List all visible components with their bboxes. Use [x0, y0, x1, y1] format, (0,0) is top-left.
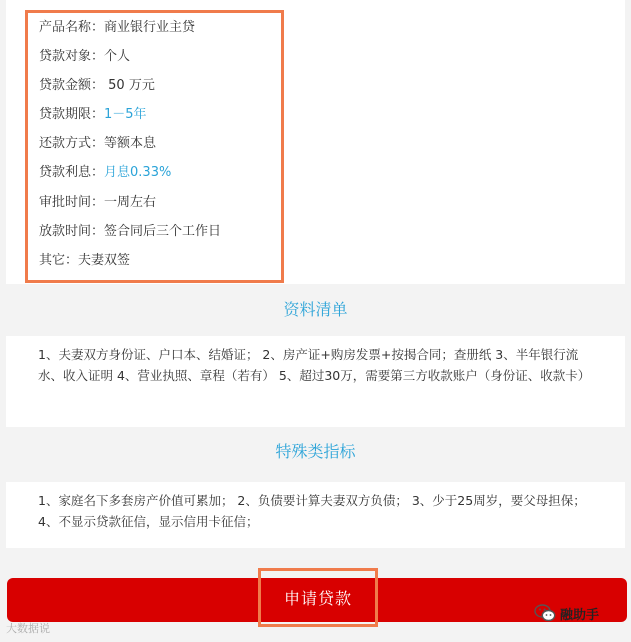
documents-title: 资料清单: [283, 300, 348, 319]
watermark-right: [534, 602, 599, 624]
info-label: 贷款期限：: [39, 107, 105, 122]
info-label: 放款时间：: [39, 224, 105, 239]
info-value: 个人: [104, 49, 131, 64]
info-row-amount: [39, 75, 155, 97]
info-label: 贷款利息：: [39, 165, 105, 180]
apply-button-label: 申请贷款: [283, 589, 352, 608]
wechat-icon: [534, 604, 556, 622]
info-row-target: [39, 46, 130, 68]
apply-loan-button[interactable]: [258, 568, 378, 627]
info-row-other: [39, 250, 130, 272]
documents-text: 1、夫妻双方身份证、户口本、结婚证； 2、房产证+购房发票+按揭合同；查册纸 3、半年银行流水、收入证明 4、营业执照、章程（若有） 5、超过30万，需要第三方收款账户（身份证、收款卡）: [38, 347, 591, 383]
info-value: 签合同后三个工作日: [104, 224, 222, 239]
info-value: 一周左右: [104, 195, 157, 210]
info-row-disbursement-time: [39, 221, 221, 243]
documents-panel: [6, 336, 625, 427]
info-row-approval-time: [39, 192, 156, 214]
info-value: 月息0.33%: [104, 165, 172, 180]
info-row-name: [39, 17, 195, 39]
info-label: 贷款金额：: [39, 78, 105, 93]
watermark-right-text: 融助手: [560, 607, 600, 623]
watermark-left: 大数据说: [6, 622, 50, 635]
special-panel: [6, 482, 625, 548]
info-row-repayment: [39, 133, 156, 155]
info-label: 其它：: [39, 253, 79, 268]
info-value: 1－5年: [104, 107, 147, 122]
info-row-term: [39, 104, 147, 126]
info-label: 还款方式：: [39, 136, 105, 151]
info-row-interest: [39, 162, 171, 184]
info-value: 夫妻双签: [78, 253, 131, 268]
info-label: 审批时间：: [39, 195, 105, 210]
info-label: 贷款对象：: [39, 49, 105, 64]
special-text: 1、家庭名下多套房产价值可累加； 2、负债要计算夫妻双方负债； 3、少于25周岁，要父母担保； 4、不显示贷款征信，显示信用卡征信；: [38, 493, 586, 529]
info-value: 50 万元: [104, 78, 155, 93]
special-title: 特殊类指标: [275, 442, 356, 461]
info-label: 产品名称：: [39, 20, 105, 35]
info-value: 等额本息: [104, 136, 157, 151]
info-value: 商业银行业主贷: [104, 20, 196, 35]
